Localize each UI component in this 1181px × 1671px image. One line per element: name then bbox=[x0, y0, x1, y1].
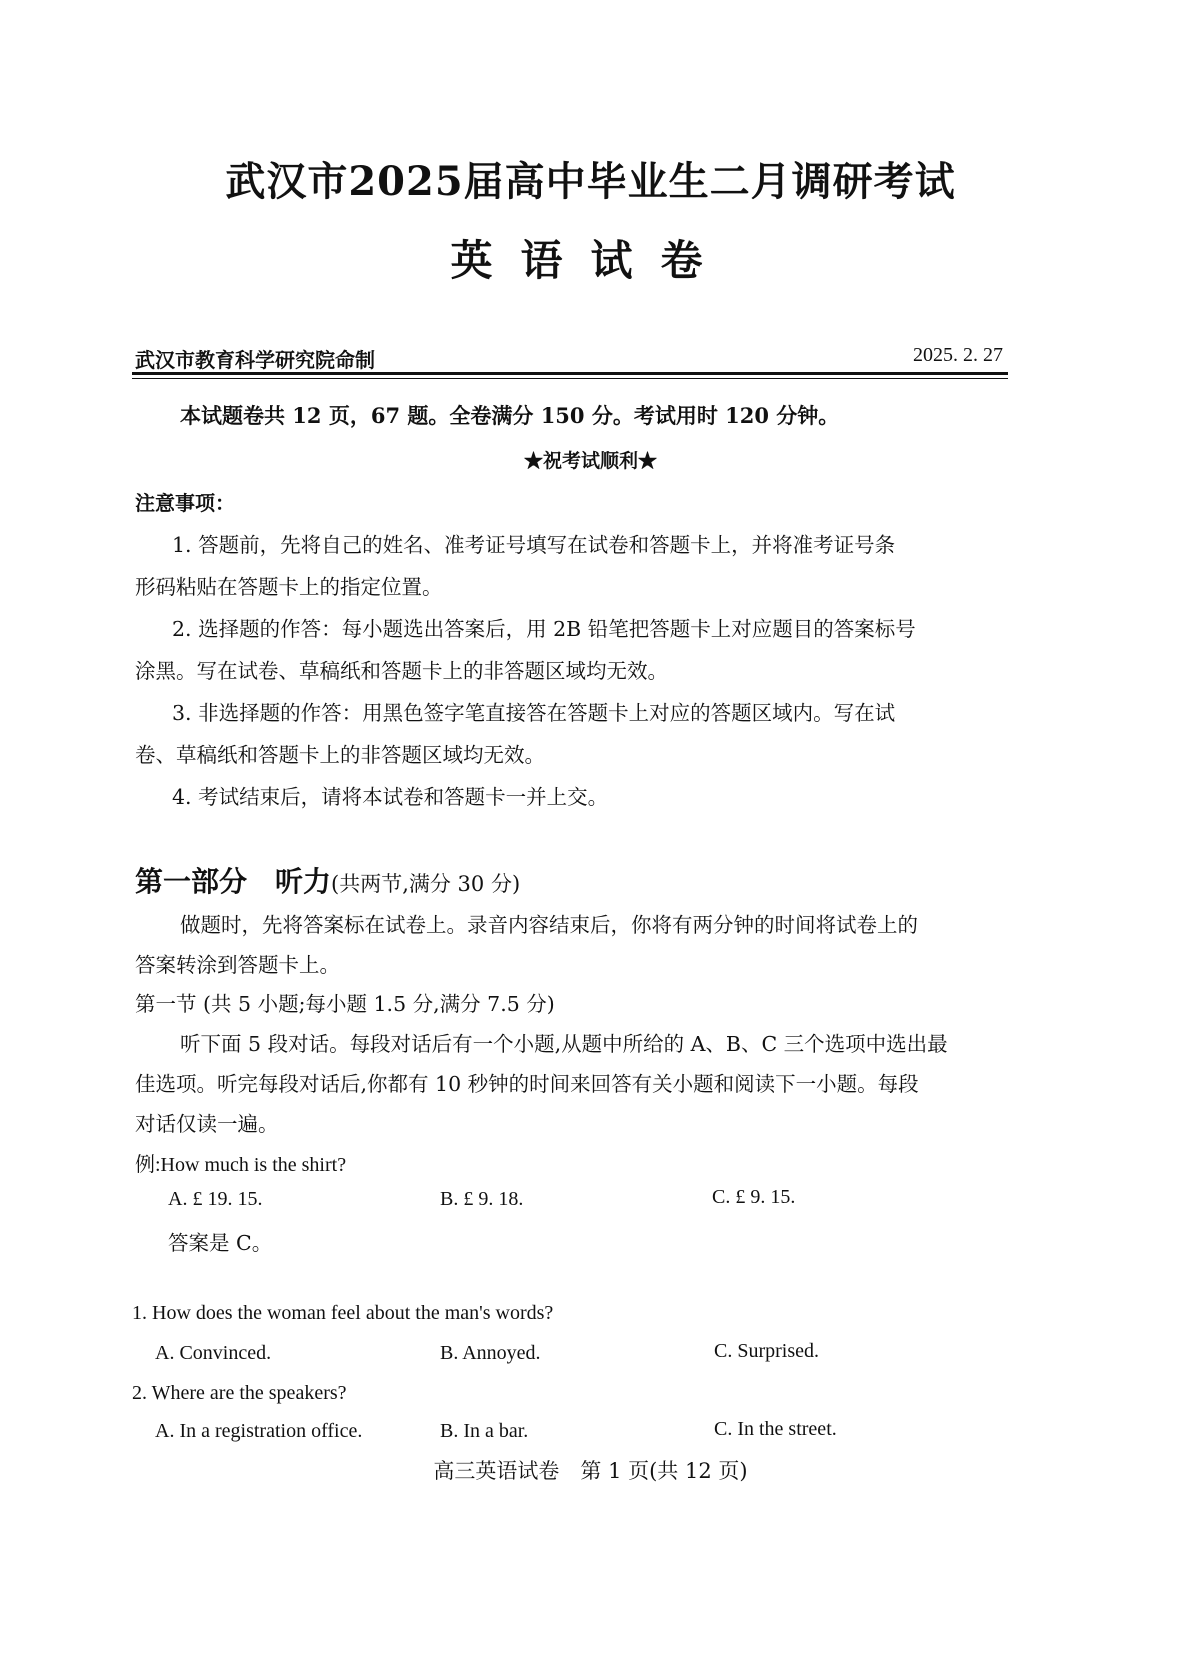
part1-heading-note: (共两节,满分 30 分) bbox=[331, 872, 521, 896]
question-1-stem: 1. How does the woman feel about the man's words? bbox=[132, 1302, 554, 1324]
question-2-option-b: B. In a bar. bbox=[440, 1420, 529, 1442]
question-2-option-c: C. In the street. bbox=[714, 1418, 837, 1440]
notice-item-2-line1: 2. 选择题的作答：每小题选出答案后，用 2B 铅笔把答题卡上对应题目的答案标号 bbox=[172, 617, 916, 641]
part1-heading bbox=[135, 860, 520, 900]
header-rule-thin bbox=[132, 378, 1008, 379]
example-answer: 答案是 C。 bbox=[168, 1231, 273, 1255]
question-2-stem: 2. Where are the speakers? bbox=[132, 1382, 347, 1404]
notice-item-3-line1: 3. 非选择题的作答：用黑色签字笔直接答在答题卡上对应的答题区域内。写在试 bbox=[172, 701, 896, 725]
page-footer: 高三英语试卷 第 1 页(共 12 页) bbox=[433, 1459, 748, 1483]
part1-heading-text: 第一部分 听力 bbox=[135, 865, 332, 898]
section1-instr-line3: 对话仅读一遍。 bbox=[135, 1112, 279, 1136]
issuer: 武汉市教育科学研究院命制 bbox=[135, 348, 375, 372]
header-rule-thick bbox=[132, 372, 1008, 375]
example-question: 例:How much is the shirt? bbox=[135, 1154, 347, 1176]
notice-item-1-line2: 形码粘贴在答题卡上的指定位置。 bbox=[135, 575, 443, 599]
question-2-option-a: A. In a registration office. bbox=[155, 1420, 363, 1442]
good-luck-banner: ★祝考试顺利★ bbox=[523, 450, 657, 472]
notice-item-2-line2: 涂黑。写在试卷、草稿纸和答题卡上的非答题区域均无效。 bbox=[135, 659, 668, 683]
example-option-c: C. £ 9. 15. bbox=[712, 1186, 796, 1208]
section1-instr-line2: 佳选项。听完每段对话后,你都有 10 秒钟的时间来回答有关小题和阅读下一小题。每段 bbox=[135, 1072, 919, 1096]
question-1-option-c: C. Surprised. bbox=[714, 1340, 819, 1362]
part1-intro-line1: 做题时，先将答案标在试卷上。录音内容结束后，你将有两分钟的时间将试卷上的 bbox=[180, 913, 918, 937]
notice-item-3-line2: 卷、草稿纸和答题卡上的非答题区域均无效。 bbox=[135, 743, 545, 767]
question-1-option-a: A. Convinced. bbox=[155, 1342, 272, 1364]
notice-item-4: 4. 考试结束后，请将本试卷和答题卡一并上交。 bbox=[172, 785, 609, 809]
exam-date: 2025. 2. 27 bbox=[913, 344, 1003, 366]
example-option-a: A. £ 19. 15. bbox=[168, 1188, 263, 1210]
example-option-b: B. £ 9. 18. bbox=[440, 1188, 524, 1210]
question-1-option-b: B. Annoyed. bbox=[440, 1342, 541, 1364]
notice-heading: 注意事项： bbox=[135, 491, 235, 515]
section1-instr-line1: 听下面 5 段对话。每段对话后有一个小题,从题中所给的 A、B、C 三个选项中选出最 bbox=[180, 1032, 948, 1056]
notice-item-1-line1: 1. 答题前，先将自己的姓名、准考证号填写在试卷和答题卡上，并将准考证号条 bbox=[172, 533, 896, 557]
exam-subject: 英语试卷 bbox=[450, 236, 731, 285]
section1-heading: 第一节 (共 5 小题;每小题 1.5 分,满分 7.5 分) bbox=[135, 992, 555, 1016]
exam-title: 武汉市2025届高中毕业生二月调研考试 bbox=[225, 158, 956, 205]
exam-summary: 本试题卷共 12 页，67 题。全卷满分 150 分。考试用时 120 分钟。 bbox=[180, 403, 840, 428]
part1-intro-line2: 答案转涂到答题卡上。 bbox=[135, 953, 340, 977]
